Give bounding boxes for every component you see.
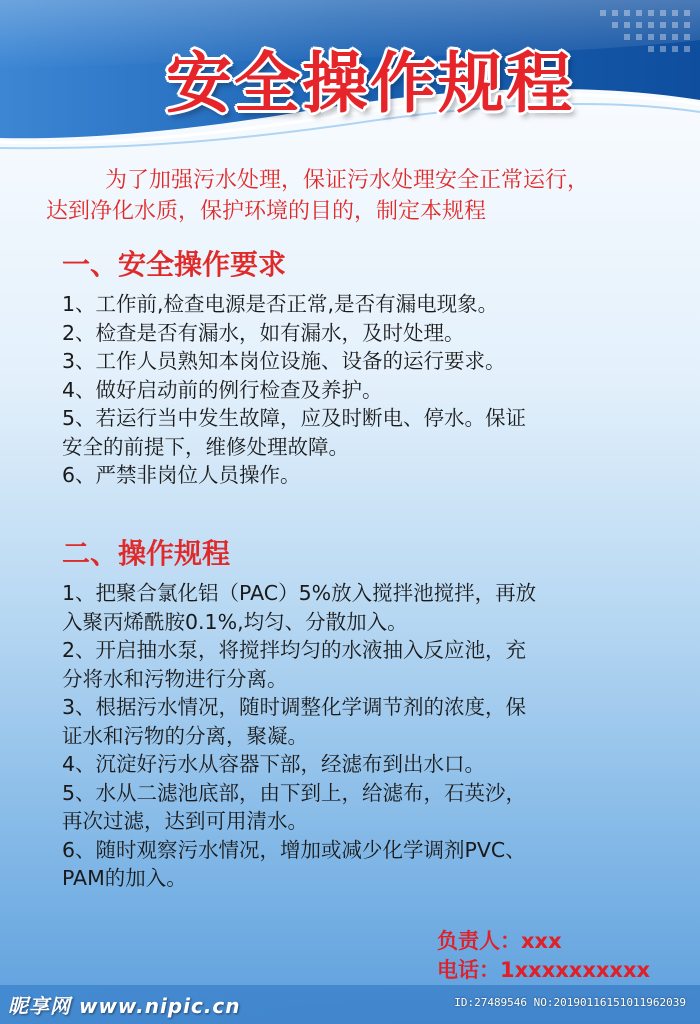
image-id: ID:27489546 NO:20190116151011962039: [454, 996, 686, 1009]
requirement-list: [0, 290, 700, 490]
list-item: 6、严禁非岗位人员操作。: [62, 463, 301, 487]
list-item: PAM的加入。: [62, 866, 187, 890]
list-item: 证水和污物的分离，聚凝。: [62, 723, 308, 748]
section-heading: 一、安全操作要求: [62, 248, 287, 281]
section-operating-procedures: [0, 537, 700, 893]
phone-number: 电话：1xxxxxxxxxx: [437, 958, 651, 982]
list-item: 2、开启抽水泵，将搅拌均匀的水液抽入反应池，充: [62, 638, 527, 662]
list-item: 3、工作人员熟知本岗位设施、设备的运行要求。: [62, 349, 506, 373]
section-heading: 二、操作规程: [62, 537, 231, 570]
list-item: 5、水从二滤池底部，由下到上，给滤布，石英沙，: [62, 780, 527, 805]
list-item: 3、根据污水情况，随时调整化学调节剂的浓度，保: [62, 695, 527, 719]
list-item: 安全的前提下，维修处理故障。: [62, 434, 349, 459]
list-item: 1、工作前,检查电源是否正常,是否有漏电现象。: [62, 292, 499, 316]
list-item: 6、随时观察污水情况，增加或减少化学调剂PVC、: [62, 837, 526, 862]
list-item: 入聚丙烯酰胺0.1%,均匀、分散加入。: [62, 609, 408, 634]
intro-paragraph: [0, 165, 700, 227]
responsible-person: 负责人：xxx: [437, 929, 562, 953]
list-item: 4、沉淀好污水从容器下部，经滤布到出水口。: [62, 752, 486, 776]
procedure-list: [0, 579, 700, 893]
list-item: 4、做好启动前的例行检查及养护。: [62, 377, 383, 402]
list-item: 2、检查是否有漏水，如有漏水，及时处理。: [62, 320, 465, 345]
contact-block: [437, 927, 650, 985]
watermark-logo: 昵享网 www.nipic.cn: [8, 994, 241, 1018]
section-safety-requirements: [0, 248, 700, 490]
page-title: 安全操作规程: [166, 45, 574, 122]
intro-line: 为了加强污水处理，保证污水处理安全正常运行，: [105, 168, 590, 193]
intro-line: 达到净化水质，保护环境的目的，制定本规程: [46, 199, 487, 224]
list-item: 分将水和污物进行分离。: [62, 666, 288, 691]
list-item: 再次过滤，达到可用清水。: [62, 809, 308, 833]
list-item: 1、把聚合氯化铝（PAC）5%放入搅拌池搅拌，再放: [62, 581, 537, 605]
list-item: 5、若运行当中发生故障，应及时断电、停水。保证: [62, 406, 527, 430]
